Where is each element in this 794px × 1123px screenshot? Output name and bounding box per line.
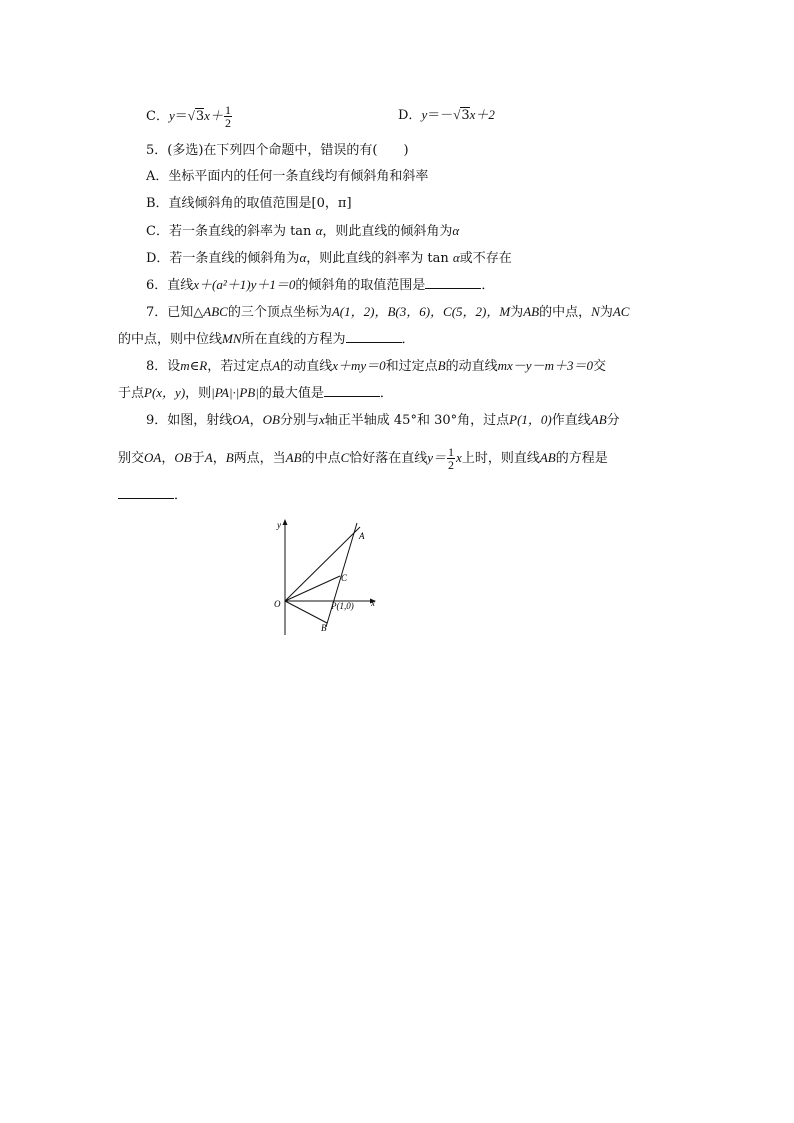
segment-oc [285,576,340,601]
label-p: P(1,0) [331,601,354,611]
label-y: y [277,520,281,530]
fraction-one-half: $\frac{1}{2}$ [448,445,455,472]
ray-oa [285,527,360,601]
fraction-one-half: $\frac{1}{2}$ [224,103,231,130]
label-c: C [341,573,348,583]
q6-question: 6．直线x＋(a²＋1)y＋1＝0的倾斜角的取值范围是 ． [146,277,495,293]
y-axis-arrow [283,519,288,525]
label-a: A [359,531,365,541]
q5-option-d: D．若一条直线的倾斜角为α，则此直线的斜率为 tan α或不存在 [146,250,512,266]
answer-blank [346,330,402,343]
ray-ob [285,601,327,623]
q7-line-1: 7．已知△ABC的三个顶点坐标为A(1，2)，B(3，6)，C(5，2)，M为AB的中点，N为AC [146,304,630,320]
answer-blank [324,384,380,397]
q5-stem: 5．(多选)在下列四个命题中，错误的有( ) [146,143,409,158]
sqrt-sign: √ [187,108,195,123]
label-b: B [321,623,327,633]
q7-line-2: 的中点，则中位线MN所在直线的方程为 ． [118,331,415,347]
q9-figure [260,515,400,640]
q9-line-2: 别交OA，OB于A，B两点，当AB的中点C恰好落在直线y＝ $\frac{1}{2}$ x上时，则直线AB的方程是 [118,445,608,472]
label-o: O [274,599,281,609]
q8-line-1: 8．设m∈R，若过定点A的动直线x＋my＝0和过定点B的动直线mx－y－m＋3＝0交 [146,358,606,374]
answer-blank [425,276,481,289]
q5-option-a: A．坐标平面内的任何一条直线均有倾斜角和斜率 [146,169,429,184]
q5-option-c: C．若一条直线的斜率为 tan α，则此直线的倾斜角为α [146,223,460,239]
q5-option-b: B．直线倾斜角的取值范围是[0，π] [146,196,352,211]
q4-option-d: D．y＝－√3x＋2 [398,107,495,123]
q8-line-2: 于点P(x，y)，则|PA|·|PB|的最大值是 ． [118,385,393,401]
sqrt-sign: √ [453,107,461,122]
answer-blank [118,486,174,499]
q4-option-c: C．y＝√3x＋ $\frac{1}{2}$ [146,103,231,130]
q9-line-1: 9．如图，射线OA，OB分别与x轴正半轴成 45°和 30°角，过点P(1，0)作直线AB分 [146,412,620,428]
q9-line-3: ． [118,486,187,505]
label-x: x [371,598,375,608]
